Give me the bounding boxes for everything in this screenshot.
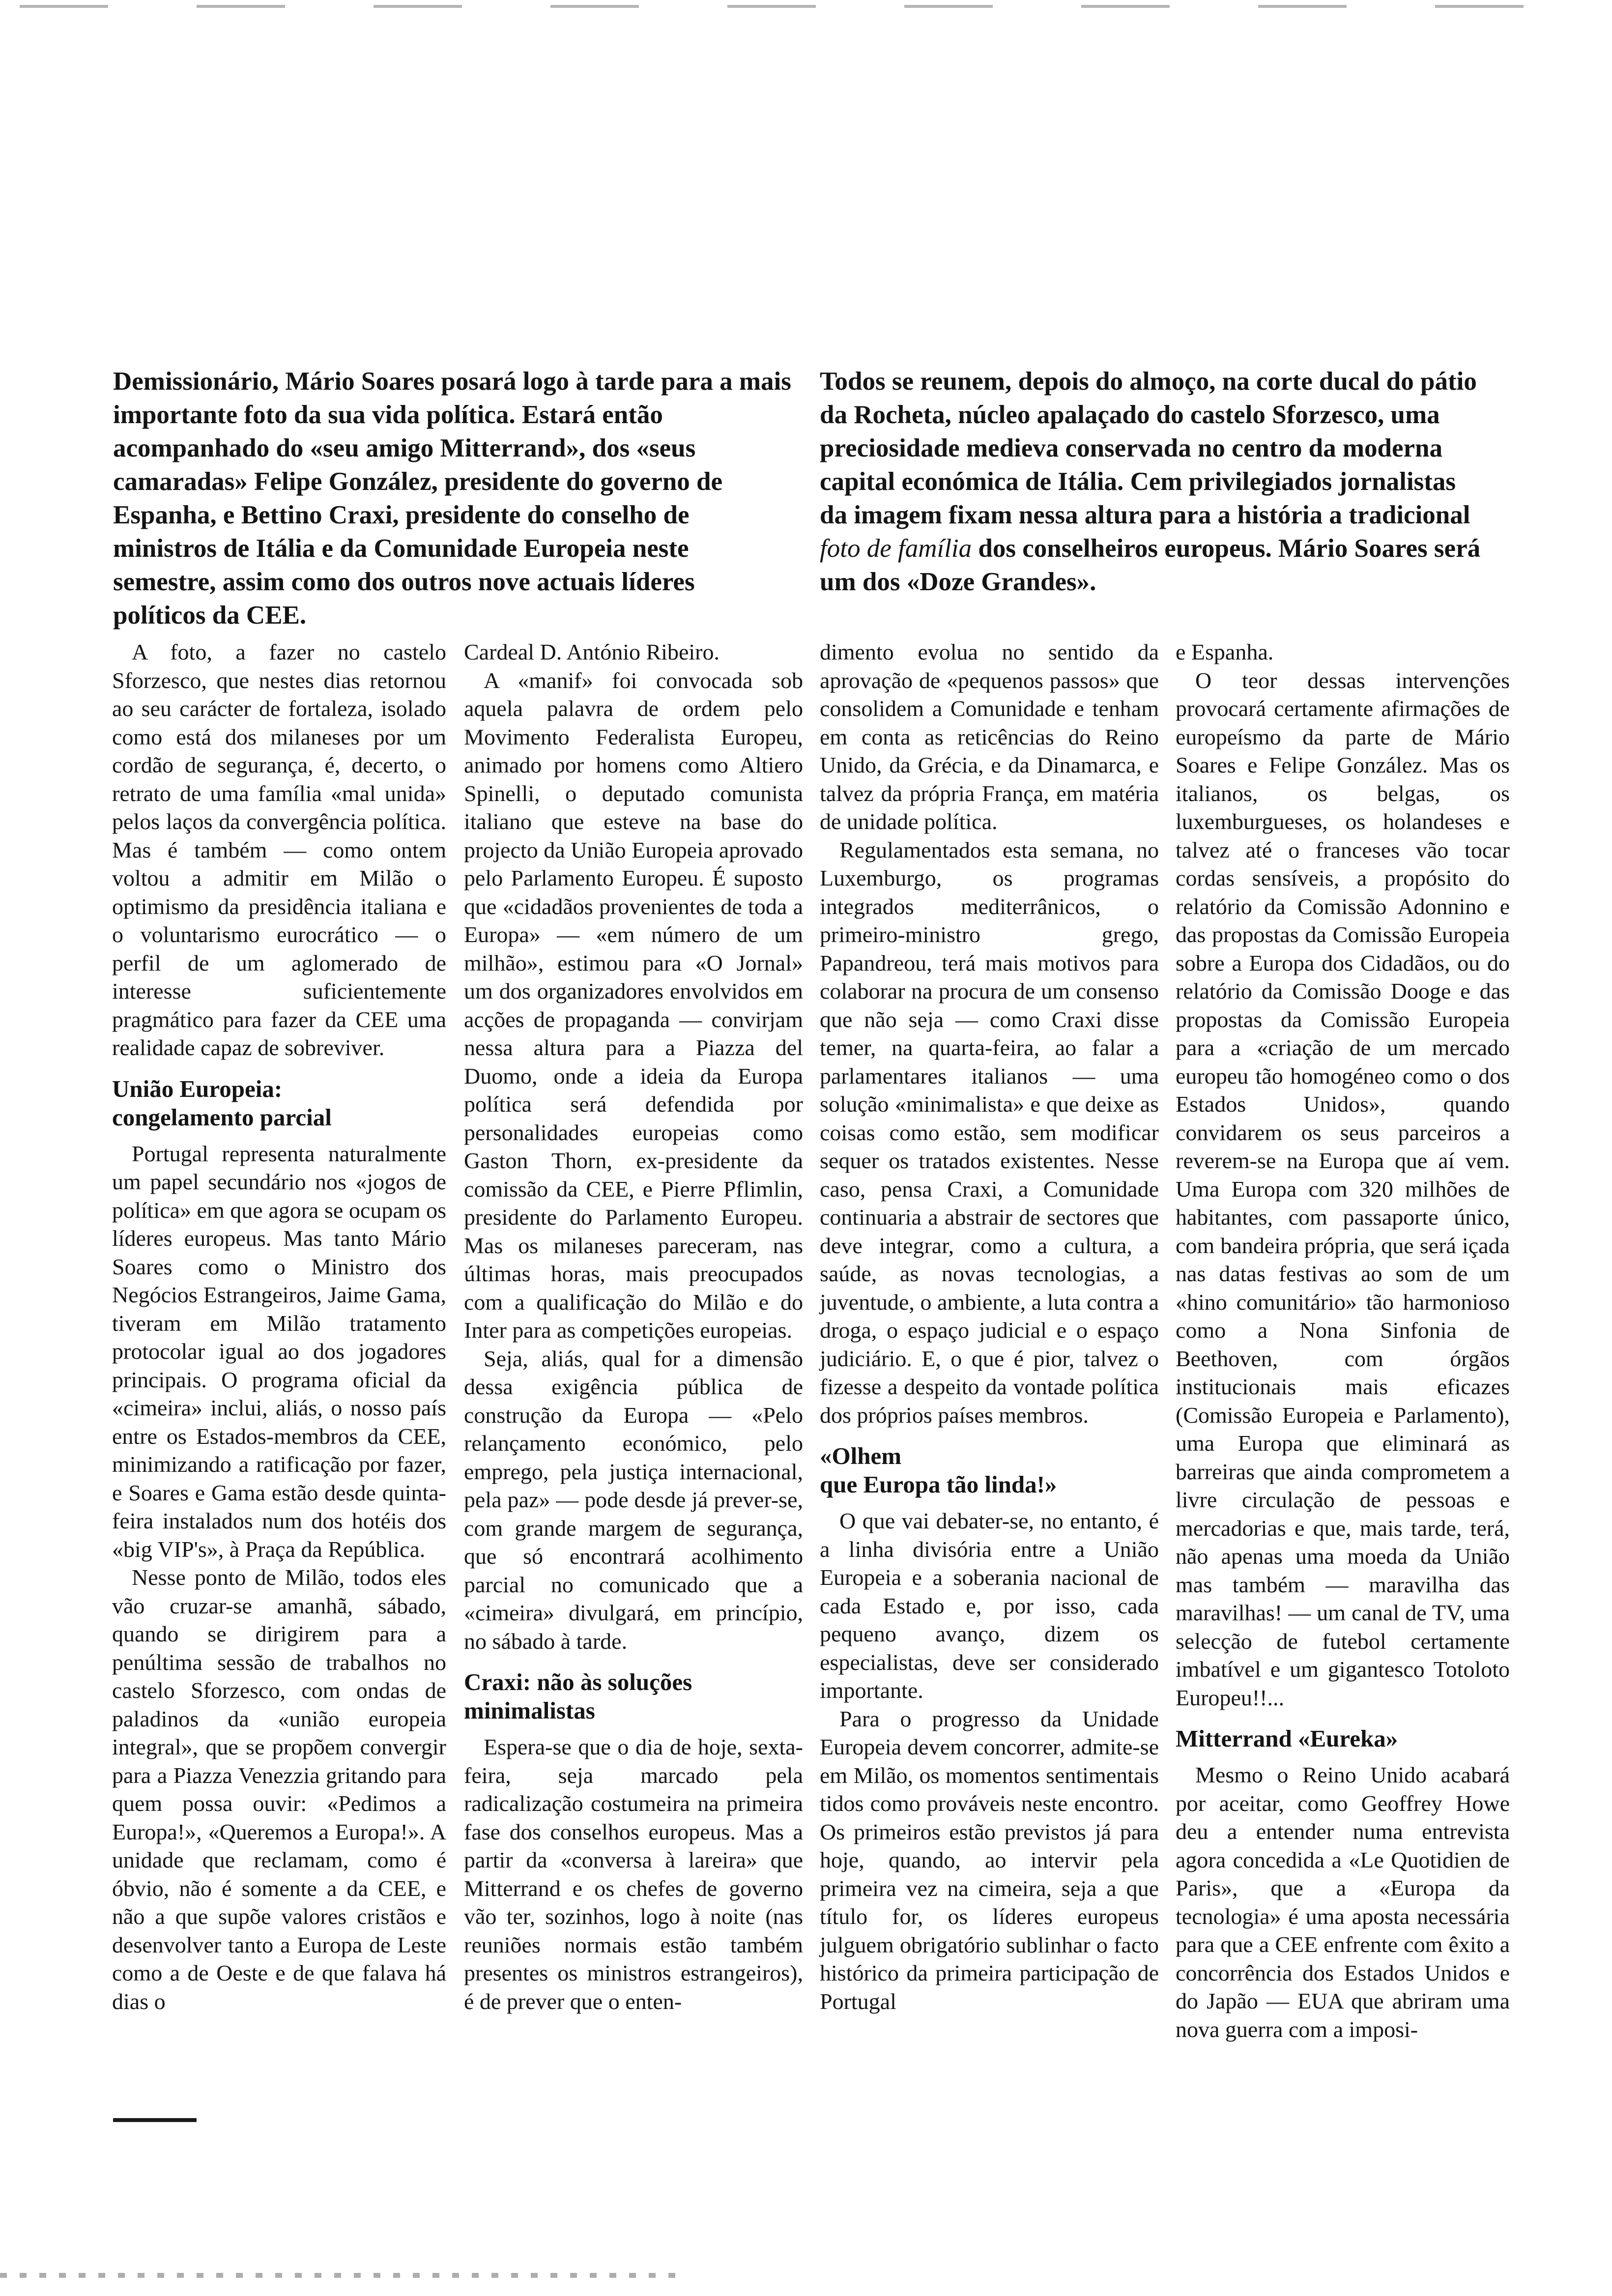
article-column-3 (820, 638, 1159, 2015)
section-heading (820, 1442, 1159, 1499)
paragraph: Espera-se que o dia de hoje, sexta-feira, seja marcado pela radicalização costumeira na primeira fase dos conselhos europeus. Mas a partir da «conversa à lareira» que Mitterrand e os chefes de governo vão ter, sozinhos, logo à noite (nas reuniões normais estão também presentes os ministros estrangeiros), é de prever que o enten- (464, 1734, 803, 2014)
article-column-2 (464, 638, 803, 2015)
paragraph: O teor dessas intervenções provocará certamente afirmações de europeísmo da parte de Mário Soares e Felipe González. Mas os italianos, os belgas, os luxemburgueses, os holandeses e talvez até o franceses vão tocar cordas sensíveis, a propósito do relatório da Comissão Adonnino e das propostas da Comissão Europeia sobre a Europa dos Cidadãos, ou do relatório da Comissão Dooge e das propostas da Comissão Europeia para a «criação de um mercado europeu tão homogéneo como o dos Estados Unidos», quando convidarem os seus parceiros a reverem-se na Europa que aí vem. Uma Europa com 320 milhões de habitantes, com passaporte único, com bandeira própria, que será içada nas datas festivas ao som de um «hino comunitário» tão harmonioso como a Nona Sinfonia de Beethoven, com órgãos institucionais mais eficazes (Comissão Europeia e Parlamento), uma Europa que eliminará as barreiras que ainda comprometem a livre circulação de pessoas e mercadorias e que, mais tarde, terá, não apenas uma moeda da União mas também — maravilha das maravilhas! — um canal de TV, uma selecção de futebol certamente imbatível e um gigantesco Totoloto Europeu!!... (1176, 667, 1510, 1710)
intro-right (820, 365, 1488, 599)
intro-right-text-2: dos conselheiros europeus. Mário Soares será um dos «Doze Grandes». (820, 534, 1481, 596)
paragraph: A foto, a fazer no castelo Sforzesco, que nestes dias retornou ao seu carácter de fortaleza, isolado como está dos milaneses por um cordão de segurança, é, decerto, o retrato de uma família «mal unida» pelos laços da convergência política. Mas é também — como ontem voltou a admitir em Milão o optimismo da presidência italiana e o voluntarismo eurocrático — o perfil de um aglomerado de interesse suficientemente pragmático para fazer da CEE uma realidade capaz de sobreviver. (112, 639, 446, 1060)
paragraph: Nesse ponto de Milão, todos eles vão cruzar-se amanhã, sábado, quando se dirigirem para a penúltima sessão de trabalhos no castelo Sforzesco, com ondas de paladinos da «união europeia integral», que se propõem convergir para a Piazza Venezzia gritando para quem possa ouvir: «Pedimos a Europa!», «Queremos a Europa!». A unidade que reclamam, como é óbvio, não é somente a da CEE, e não a que supõe valores cristãos e desenvolver tanto a Europa de Leste como a de Oeste e de que falava há dias o (112, 1565, 446, 2014)
intro-left: Demissionário, Mário Soares posará logo à tarde para a mais importante foto da sua vida política. Estará então acompanhado do «seu amigo Mitterrand», dos «seus camaradas» Felipe González, presidente do governo de Espanha, e Bettino Craxi, presidente do conselho de ministros de Itália e da Comunidade Europeia neste semestre, assim como dos outros nove actuais líderes políticos da CEE. (113, 367, 791, 630)
section-heading-line: União Europeia: (112, 1075, 283, 1102)
paragraph: Regulamentados esta semana, no Luxemburgo, os programas integrados mediterrânicos, o primeiro-ministro grego, Papandreou, terá mais motivos para colaborar na procura de um consenso que não seja — como Craxi disse temer, na quarta-feira, ao falar a parlamentares italianos — uma solução «minimalista» e que deixe as coisas como estão, sem modificar sequer os tratados existentes. Nesse caso, pensa Craxi, a Comunidade continuaria a abstrair de sectores que deve integrar, como a cultura, a saúde, as novas tecnologias, a juventude, o ambiente, a luta contra a droga, o espaço judicial e o espaço judiciário. E, o que é pior, talvez o fizesse a despeito da vontade política dos próprios países membros. (820, 837, 1159, 1428)
paragraph: dimento evolua no sentido da aprovação de «pequenos passos» que consolidem a Comunidade e tenham em conta as reticências do Reino Unido, da Grécia, e da Dinamarca, e talvez da própria França, em matéria de unidade política. (820, 639, 1159, 834)
end-rule (113, 2118, 197, 2122)
intro-right-italic: foto de família (820, 534, 972, 563)
section-heading-line: congelamento parcial (112, 1103, 332, 1131)
article-column-1 (112, 638, 446, 2015)
paragraph: Seja, aliás, qual for a dimensão dessa exigência pública de construção da Europa — «Pelo relançamento económico, pelo emprego, pela justiça internacional, pela paz» — pode desde já prever-se, com grande margem de segurança, que só encontrará acolhimento parcial no comunicado que a «cimeira» divulgará, em princípio, no sábado à tarde. (464, 1346, 803, 1654)
section-heading-line: Mitterrand «Eureka» (1176, 1725, 1398, 1752)
bottom-scan-marks (0, 2273, 678, 2278)
section-heading (1176, 1724, 1510, 1753)
paragraph: e Espanha. (1176, 639, 1274, 664)
paragraph: Para o progresso da Unidade Europeia devem concorrer, admite-se em Milão, os momentos sentimentais tidos como prováveis neste encontro. Os primeiros estão previstos já para hoje, quando, ao intervir pela primeira vez na cimeira, seja a que título for, os líderes europeus julguem obrigatório sublinhar o facto histórico da primeira participação de Portugal (820, 1706, 1159, 2014)
paragraph: O que vai debater-se, no entanto, é a linha divisória entre a União Europeia e a soberania nacional de cada Estado e, por isso, cada pequeno avanço, dizem os especialistas, deve ser considerado importante. (820, 1508, 1159, 1703)
paragraph: Cardeal D. António Ribeiro. (464, 639, 720, 664)
article-column-4 (1176, 638, 1510, 2043)
intro-right-text-1: Todos se reunem, depois do almoço, na corte ducal do pátio da Rocheta, núcleo apalaçado do castelo Sforzesco, uma preciosidade medieva conservada no centro da moderna capital económica de Itália. Cem privilegiados jornalistas da imagem fixam nessa altura para a história a tradicional (820, 367, 1477, 529)
section-heading (112, 1075, 446, 1132)
paragraph: Mesmo o Reino Unido acabará por aceitar, como Geoffrey Howe deu a entender numa entrevista agora concedida a «Le Quotidien de Paris», que a «Europa da tecnologia» é uma aposta necessária para que a CEE enfrente com êxito a concorrência dos Estados Unidos e do Japão — EUA que abriram uma nova guerra com a imposi- (1176, 1762, 1510, 2042)
section-heading-line: «Olhem (820, 1442, 902, 1469)
top-border-dashes (20, 5, 1592, 8)
section-heading-line: Craxi: não às soluções (464, 1668, 692, 1695)
section-heading-line: que Europa tão linda!» (820, 1471, 1057, 1498)
section-heading-line: minimalistas (464, 1697, 595, 1724)
section-heading (464, 1668, 803, 1725)
paragraph: A «manif» foi convocada sob aquela palavra de ordem pelo Movimento Federalista Europeu, animado por homens como Altiero Spinelli, o deputado comunista italiano que esteve na base do projecto da União Europeia aprovado pelo Parlamento Europeu. É suposto que «cidadãos provenientes de toda a Europa» — «em número de um milhão», estimou para «O Jornal» um dos organizadores envolvidos em acções de propaganda — convirjam nessa altura para a Piazza del Duomo, onde a ideia da Europa política será defendida por personalidades europeias como Gaston Thorn, ex-presidente da comissão da CEE, e Pierre Pflimlin, presidente do Parlamento Europeu. Mas os milaneses pareceram, nas últimas horas, mais preocupados com a qualificação do Milão e do Inter para as competições europeias. (464, 667, 803, 1343)
paragraph: Portugal representa naturalmente um papel secundário nos «jogos de política» em que agora se ocupam os líderes europeus. Mas tanto Mário Soares como o Ministro dos Negócios Estrangeiros, Jaime Gama, tiveram em Milão tratamento protocolar igual ao dos jogadores principais. O programa oficial da «cimeira» inclui, aliás, o nosso país entre os Estados-membros da CEE, minimizando a ratificação por fazer, e Soares e Gama estão desde quinta-feira instalados num dos hotéis dos «big VIP's», à Praça da República. (112, 1141, 446, 1562)
